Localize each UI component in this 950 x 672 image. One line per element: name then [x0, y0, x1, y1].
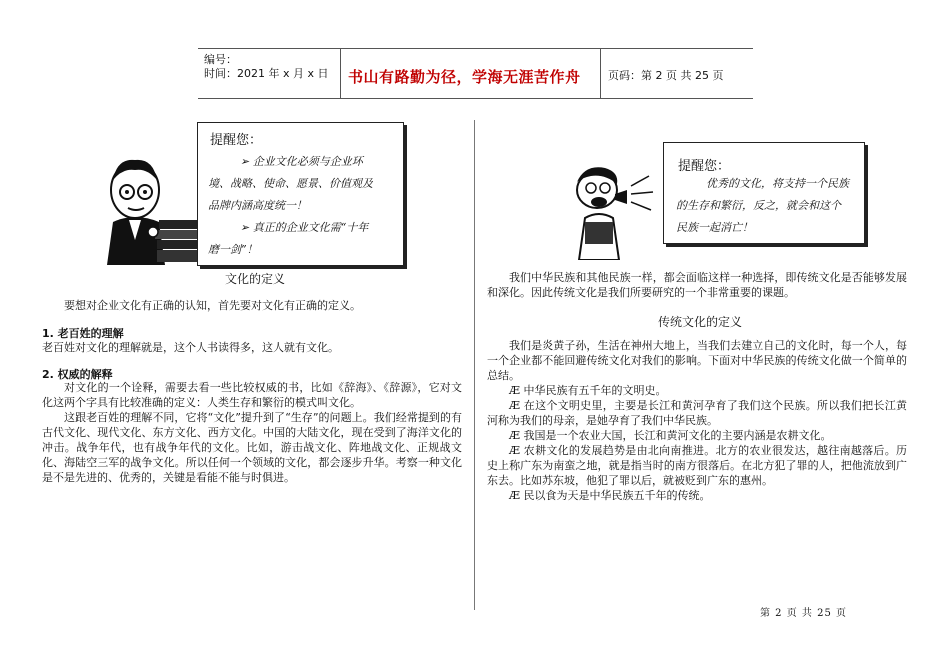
cartoon-shouting-man-illustration: [565, 160, 665, 260]
callout-line: 民族一起消亡！: [676, 221, 753, 234]
section-heading: 文化的定义: [224, 272, 285, 286]
list-item: Æ 农耕文化的发展趋势是由北向南推进。北方的农业很发达，越往南越落后。历史上称广东为南蛮之地，就是指当时的南方很落后。在北方犯了罪的人，把他流放到广东去。比如苏东坡，他犯了罪以后，就被贬到广东的惠州。: [487, 444, 907, 487]
header-divider: [600, 49, 601, 98]
list-item: Æ 在这个文明史里，主要是长江和黄河孕育了我们这个民族。所以我们把长江黄河称为我们的母亲，是她孕育了我们中华民族。: [487, 399, 907, 427]
time-label: 时间：2021 年 x 月 x 日: [204, 67, 329, 80]
column-divider: [474, 120, 475, 610]
callout-line: 境、战略、使命、愿景、价值观及: [208, 177, 373, 190]
list-item: Æ 我国是一个农业大国，长江和黄河文化的主要内涵是农耕文化。: [509, 429, 832, 442]
subsection-title: 2. 权威的解释: [42, 368, 113, 381]
list-item: Æ 中华民族有五千年的文明史。: [509, 384, 667, 397]
header-page-info: 页码：第 2 页 共 25 页: [608, 69, 724, 82]
header-motto: 书山有路勤为径，学海无涯苦作舟: [348, 68, 581, 86]
callout-title: 提醒您：: [210, 133, 263, 148]
callout-line: ➢ 真正的企业文化需“十年: [240, 221, 369, 234]
reminder-callout-left: [197, 122, 404, 266]
footer-page-number: 第 2 页 共 25 页: [760, 608, 847, 619]
number-label: 编号：: [204, 53, 237, 66]
paragraph: 我们是炎黄子孙，生活在神州大地上，当我们去建立自己的文化时，每一个人，每一个企业都不能回避传统文化对我们的影响。下面对中华民族的传统文化做一个简单的总结。: [487, 339, 907, 382]
document-header: [198, 48, 753, 99]
list-item: Æ 民以食为天是中华民族五千年的传统。: [509, 489, 711, 502]
paragraph: 这跟老百姓的理解不同，它将“文化”提升到了“生存”的问题上。我们经常提到的有古代文化、现代文化、东方文化、西方文化。中国的大陆文化，现在受到了海洋文化的冲击。战争年代，也有战争年代的文化。比如，游击战文化、阵地战文化、正规战文化、海陆空三军的战争文化。所以任何一个领域的文化，都会逐步升华。考察一种文化是不是先进的、优秀的，关键是看能不能与时俱进。: [42, 411, 462, 484]
callout-line: ➢ 企业文化必须与企业环: [240, 155, 363, 168]
callout-line: 优秀的文化，将支持一个民族: [706, 177, 849, 190]
header-divider: [340, 49, 341, 98]
paragraph: 我们中华民族和其他民族一样，都会面临这样一种选择，即传统文化是否能够发展和深化。因此传统文化是我们所要研究的一个非常重要的课题。: [487, 271, 907, 299]
paragraph: 老百姓对文化的理解就是，这个人书读得多，这人就有文化。: [42, 341, 339, 354]
subsection-title: 1. 老百姓的理解: [42, 327, 124, 340]
reminder-callout-right: [663, 142, 865, 244]
paragraph: 对文化的一个诠释，需要去看一些比较权威的书，比如《辞海》、《辞源》，它对文化这两个字具有比较准确的定义：人类生存和繁衍的模式叫文化。: [42, 381, 462, 409]
callout-line: 磨一剑”！: [208, 243, 258, 256]
header-meta: [204, 53, 329, 81]
section-heading: 传统文化的定义: [657, 315, 742, 329]
callout-line: 品牌内涵高度统一！: [208, 199, 307, 212]
callout-title: 提醒您：: [678, 159, 731, 174]
intro-paragraph: 要想对企业文化有正确的认知，首先要对文化有正确的定义。: [64, 299, 361, 312]
callout-line: 的生存和繁衍，反之，就会和这个: [676, 199, 841, 212]
